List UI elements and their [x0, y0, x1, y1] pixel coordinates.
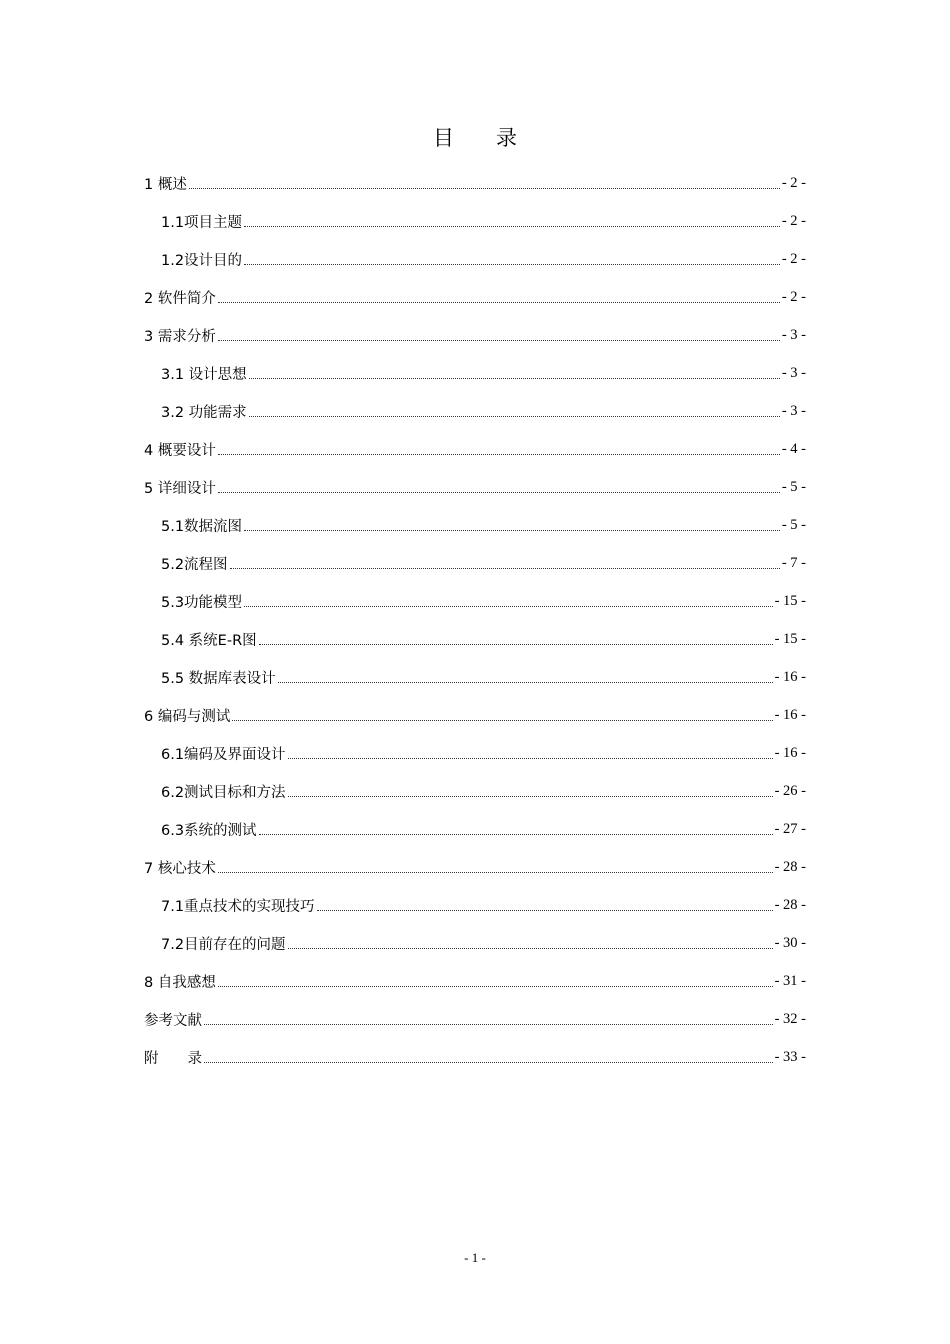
toc-entry-page: - 30 -	[774, 934, 806, 951]
toc-entry[interactable]	[144, 582, 806, 620]
toc-entry-label: 5.4 系统E-R图	[161, 632, 257, 649]
toc-entry[interactable]	[144, 506, 806, 544]
toc-entry[interactable]	[144, 468, 806, 506]
toc-entry-page: - 33 -	[774, 1048, 806, 1065]
toc-dot-leader	[218, 986, 773, 987]
toc-dot-leader	[230, 568, 780, 569]
toc-dot-leader	[218, 872, 773, 873]
page-title: 目 录	[433, 126, 517, 150]
toc-dot-leader	[288, 796, 773, 797]
toc-entry-label: 4 概要设计	[144, 442, 216, 459]
toc-entry-page: - 32 -	[774, 1010, 806, 1027]
toc-entry-page: - 2 -	[781, 288, 806, 305]
toc-entry[interactable]	[144, 430, 806, 468]
toc-entry-label: 1.2设计目的	[161, 252, 243, 269]
toc-dot-leader	[278, 682, 773, 683]
toc-dot-leader	[204, 1062, 773, 1063]
toc-entry[interactable]	[144, 1000, 806, 1038]
toc-entry-page: - 4 -	[781, 440, 806, 457]
toc-dot-leader	[317, 910, 773, 911]
toc-entry-page: - 28 -	[774, 858, 806, 875]
toc-dot-leader	[249, 416, 780, 417]
toc-dot-leader	[288, 948, 773, 949]
toc-entry-page: - 3 -	[781, 364, 806, 381]
toc-entry-page: - 2 -	[781, 250, 806, 267]
toc-dot-leader	[218, 340, 780, 341]
toc-entry-label: 6 编码与测试	[144, 708, 231, 725]
toc-dot-leader	[288, 758, 773, 759]
toc-entry-label: 5.1数据流图	[161, 518, 243, 535]
toc-dot-leader	[218, 492, 780, 493]
toc-entry[interactable]	[144, 240, 806, 278]
toc-entry-label: 5 详细设计	[144, 480, 216, 497]
toc-entry-page: - 26 -	[774, 782, 806, 799]
toc-entry-label: 2 软件简介	[144, 290, 216, 307]
toc-entry[interactable]	[144, 164, 806, 202]
toc-dot-leader	[244, 530, 780, 531]
toc-dot-leader	[259, 644, 773, 645]
toc-entry-label: 附 录	[144, 1050, 202, 1067]
toc-entry-page: - 16 -	[774, 744, 806, 761]
toc-entry-label: 7.1重点技术的实现技巧	[161, 898, 315, 915]
toc-dot-leader	[232, 720, 772, 721]
toc-entry-page: - 31 -	[774, 972, 806, 989]
toc-entry[interactable]	[144, 1038, 806, 1076]
toc-dot-leader	[259, 834, 773, 835]
toc-entry-page: - 3 -	[781, 402, 806, 419]
toc-entry[interactable]	[144, 810, 806, 848]
toc-entry-label: 6.1编码及界面设计	[161, 746, 286, 763]
toc-entry-page: - 5 -	[781, 478, 806, 495]
toc-entry-label: 1.1项目主题	[161, 214, 243, 231]
toc-entry[interactable]	[144, 924, 806, 962]
toc-entry-label: 5.5 数据库表设计	[161, 670, 276, 687]
toc-entry-label: 3.2 功能需求	[161, 404, 247, 421]
toc-entry-label: 参考文献	[144, 1012, 202, 1029]
toc-dot-leader	[249, 378, 780, 379]
toc-entry[interactable]	[144, 848, 806, 886]
toc-entry-page: - 15 -	[774, 630, 806, 647]
toc-dot-leader	[204, 1024, 773, 1025]
toc-entry[interactable]	[144, 658, 806, 696]
toc-dot-leader	[244, 226, 780, 227]
toc-entry-label: 3 需求分析	[144, 328, 216, 345]
toc-entry-label: 1 概述	[144, 176, 187, 193]
toc-entry-page: - 15 -	[774, 592, 806, 609]
toc-entry[interactable]	[144, 392, 806, 430]
toc-dot-leader	[218, 302, 780, 303]
toc-entry[interactable]	[144, 886, 806, 924]
toc-entry-page: - 2 -	[781, 174, 806, 191]
toc-dot-leader	[244, 264, 780, 265]
toc-entry[interactable]	[144, 316, 806, 354]
toc-entry-page: - 28 -	[774, 896, 806, 913]
toc-entry-page: - 16 -	[774, 706, 806, 723]
toc-entry-label: 5.3功能模型	[161, 594, 243, 611]
toc-entry[interactable]	[144, 202, 806, 240]
toc-entry-page: - 5 -	[781, 516, 806, 533]
toc-entry-label: 3.1 设计思想	[161, 366, 247, 383]
toc-entry-label: 7.2目前存在的问题	[161, 936, 286, 953]
toc-entry-page: - 27 -	[774, 820, 806, 837]
toc-entry[interactable]	[144, 544, 806, 582]
toc-entry-page: - 7 -	[781, 554, 806, 571]
toc-entry-page: - 3 -	[781, 326, 806, 343]
toc-entry-label: 7 核心技术	[144, 860, 216, 877]
toc-dot-leader	[189, 188, 780, 189]
toc-dot-leader	[244, 606, 773, 607]
toc-entry[interactable]	[144, 696, 806, 734]
toc-entry[interactable]	[144, 354, 806, 392]
page-number: - 1 -	[464, 1250, 486, 1265]
toc-entry-page: - 2 -	[781, 212, 806, 229]
toc-entry[interactable]	[144, 772, 806, 810]
toc-dot-leader	[218, 454, 780, 455]
toc-entry[interactable]	[144, 962, 806, 1000]
toc-entry[interactable]	[144, 620, 806, 658]
toc-entry[interactable]	[144, 734, 806, 772]
table-of-contents	[144, 164, 806, 1076]
toc-entry-label: 8 自我感想	[144, 974, 216, 991]
toc-entry-page: - 16 -	[774, 668, 806, 685]
toc-entry-label: 6.2测试目标和方法	[161, 784, 286, 801]
toc-entry-label: 6.3系统的测试	[161, 822, 257, 839]
toc-entry-label: 5.2流程图	[161, 556, 228, 573]
toc-entry[interactable]	[144, 278, 806, 316]
